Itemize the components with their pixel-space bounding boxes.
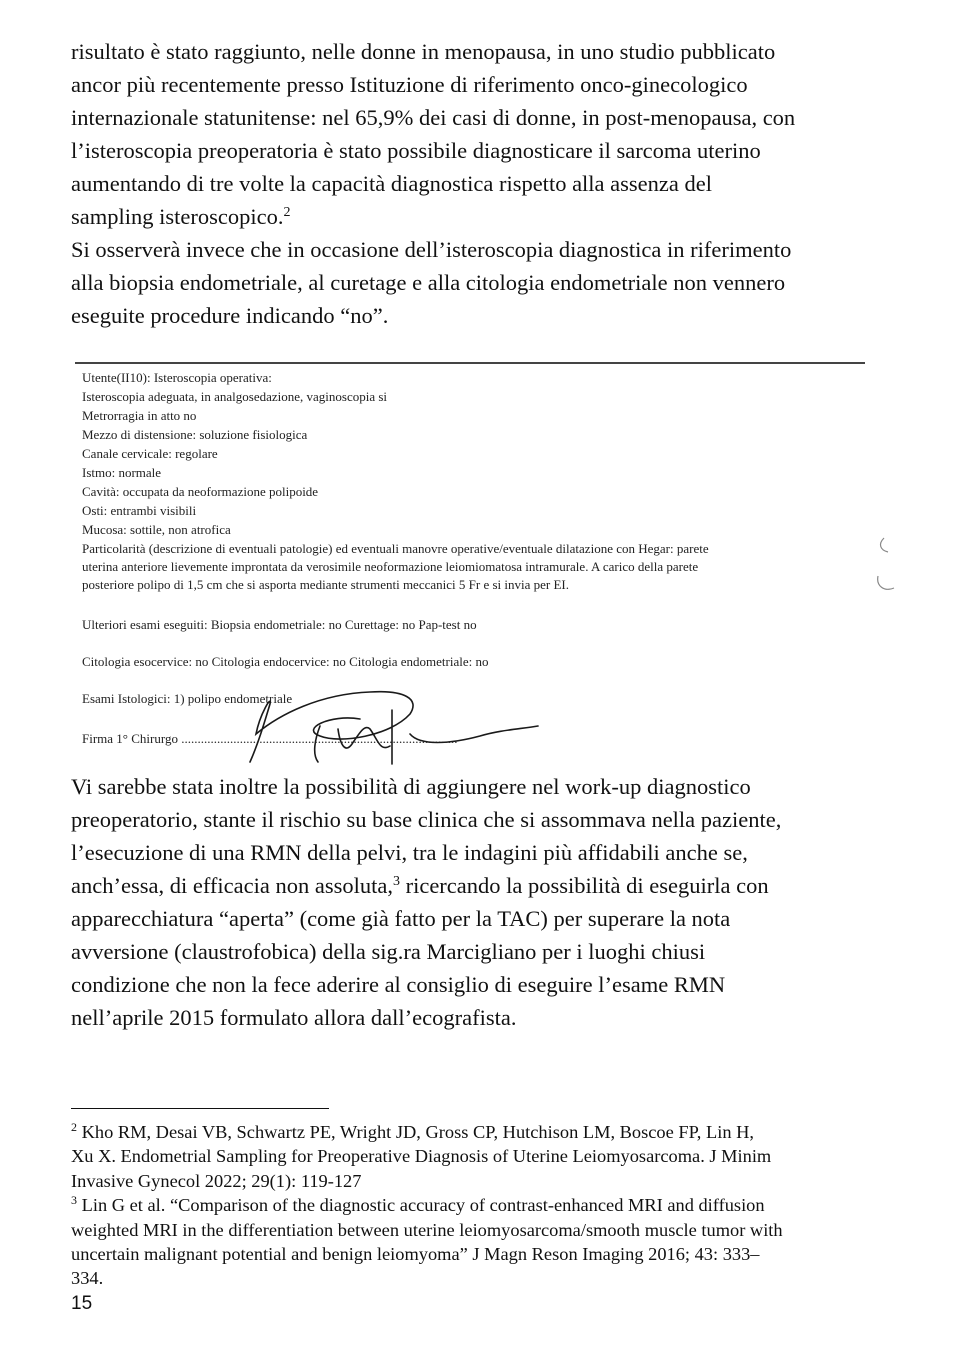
footnote-number: 2 — [71, 1120, 77, 1134]
footnotes — [71, 1120, 901, 1291]
footnote-3 — [71, 1193, 901, 1291]
text-line: ancor più recentemente presso Istituzione di riferimento onco-ginecologico — [71, 72, 748, 97]
text-line: internazionale statunitense: nel 65,9% dei casi di donne, in post-menopausa, con — [71, 105, 796, 130]
page-number: 15 — [71, 1293, 93, 1314]
text-line: risultato è stato raggiunto, nelle donne in menopausa, in uno studio pubblicato — [71, 39, 776, 64]
scanned-report-excerpt — [70, 356, 900, 766]
text-line — [71, 1120, 901, 1144]
report-further-exams: Ulteriori esami eseguiti: Biopsia endometriale: no Curettage: no Pap-test no — [82, 617, 477, 632]
text-line — [71, 1193, 901, 1217]
text-line: weighted MRI in the differentiation between uterine leiomyosarcoma/smooth muscle tumor with — [71, 1219, 783, 1240]
text-line: l’esecuzione di una RMN della pelvi, tra le indagini più affidabili anche se, — [71, 840, 748, 865]
report-field: Istmo: normale — [82, 465, 162, 480]
handwritten-signature — [220, 674, 540, 766]
report-field: Osti: entrambi visibili — [82, 503, 197, 518]
text-line: preoperatorio, stante il rischio su base clinica che si assommava nella paziente, — [71, 807, 782, 832]
report-field: Isteroscopia adeguata, in analgosedazione, vaginoscopia si — [82, 389, 388, 404]
text-segment: anch’essa, di efficacia non assoluta, — [71, 873, 393, 898]
text-segment: Lin G et al. “Comparison of the diagnostic accuracy of contrast-enhanced MRI and diffusion — [77, 1195, 765, 1216]
footnote-ref[interactable]: 2 — [283, 205, 291, 220]
text-segment: Kho RM, Desai VB, Schwartz PE, Wright JD, Gross CP, Hutchison LM, Boscoe FP, Lin H, — [77, 1122, 755, 1142]
text-line: aumentando di tre volte la capacità diagnostica rispetto alla assenza del — [71, 171, 712, 196]
paragraph-no-procedures — [71, 233, 795, 332]
text-line: condizione che non la fece aderire al consiglio di eseguire l’esame RMN — [71, 972, 726, 997]
scan-top-rule — [75, 362, 865, 364]
text-line: l’isteroscopia preoperatoria è stato possibile diagnosticare il sarcoma uterino — [71, 138, 761, 163]
report-particolarita: uterina anteriore lievemente improntata da verosimile neoformazione leiomiomatosa intramurale. A carico della parete — [82, 559, 699, 574]
text-line: Si osserverà invece che in occasione dell’isteroscopia diagnostica in riferimento — [71, 237, 792, 262]
text-line: Xu X. Endometrial Sampling for Preoperative Diagnosis of Uterine Leiomyosarcoma. J Minim — [71, 1146, 772, 1167]
text-line: Invasive Gynecol 2022; 29(1): 119-127 — [71, 1170, 362, 1191]
text-line: eseguite procedure indicando “no”. — [71, 303, 389, 328]
paragraph-sampling-results — [71, 35, 795, 233]
text-line: Vi sarebbe stata inoltre la possibilità di aggiungere nel work-up diagnostico — [71, 774, 751, 799]
report-signature-line: Firma 1° Chirurgo ..................................................................................... — [82, 731, 458, 746]
scan-edge-marks — [870, 536, 900, 596]
report-field: Metrorragia in atto no — [82, 408, 197, 423]
report-field: Canale cervicale: regolare — [82, 446, 218, 461]
paragraph-mri-workup — [71, 770, 781, 1034]
report-field: Cavità: occupata da neoformazione polipoide — [82, 484, 319, 499]
text-line — [71, 869, 781, 902]
text-segment: ricercando la possibilità di eseguirla con — [399, 873, 769, 898]
report-histology: Esami Istologici: 1) polipo endometriale — [82, 691, 293, 706]
report-particolarita: Particolarità (descrizione di eventuali patologie) ed eventuali manovre operative/eventuale dilatazione con Hegar: parete — [82, 541, 709, 556]
text-line: alla biopsia endometriale, al curetage e alla citologia endometriale non vennero — [71, 270, 786, 295]
report-field: Mucosa: sottile, non atrofica — [82, 522, 231, 537]
top-text-block — [71, 35, 795, 332]
footnote-number: 3 — [71, 1193, 77, 1208]
report-particolarita: posteriore polipo di 1,5 cm che si asporta mediante strumenti meccanici 5 Fr e si invia per EI. — [82, 577, 569, 592]
bottom-text-block — [71, 770, 781, 1034]
text-line: avversione (claustrofobica) della sig.ra Marcigliano per i luoghi chiusi — [71, 939, 706, 964]
footnote-ref[interactable]: 3 — [392, 874, 400, 889]
footnote-separator — [71, 1108, 329, 1109]
report-field: Mezzo di distensione: soluzione fisiologica — [82, 427, 308, 442]
text-line: uncertain malignant potential and benign leiomyoma” J Magn Reson Imaging 2016; 43: 333– — [71, 1244, 760, 1265]
report-header: Utente(II10): Isteroscopia operativa: — [82, 370, 272, 385]
text-line — [71, 200, 795, 233]
text-line: apparecchiatura “aperta” (come già fatto per la TAC) per superare la nota — [71, 906, 731, 931]
text-line: 334. — [71, 1268, 104, 1289]
report-cytology: Citologia esocervice: no Citologia endocervice: no Citologia endometriale: no — [82, 654, 489, 669]
footnote-2 — [71, 1120, 901, 1193]
text-line: nell’aprile 2015 formulato allora dall’ecografista. — [71, 1005, 517, 1030]
text-segment: sampling isteroscopico. — [71, 204, 284, 229]
